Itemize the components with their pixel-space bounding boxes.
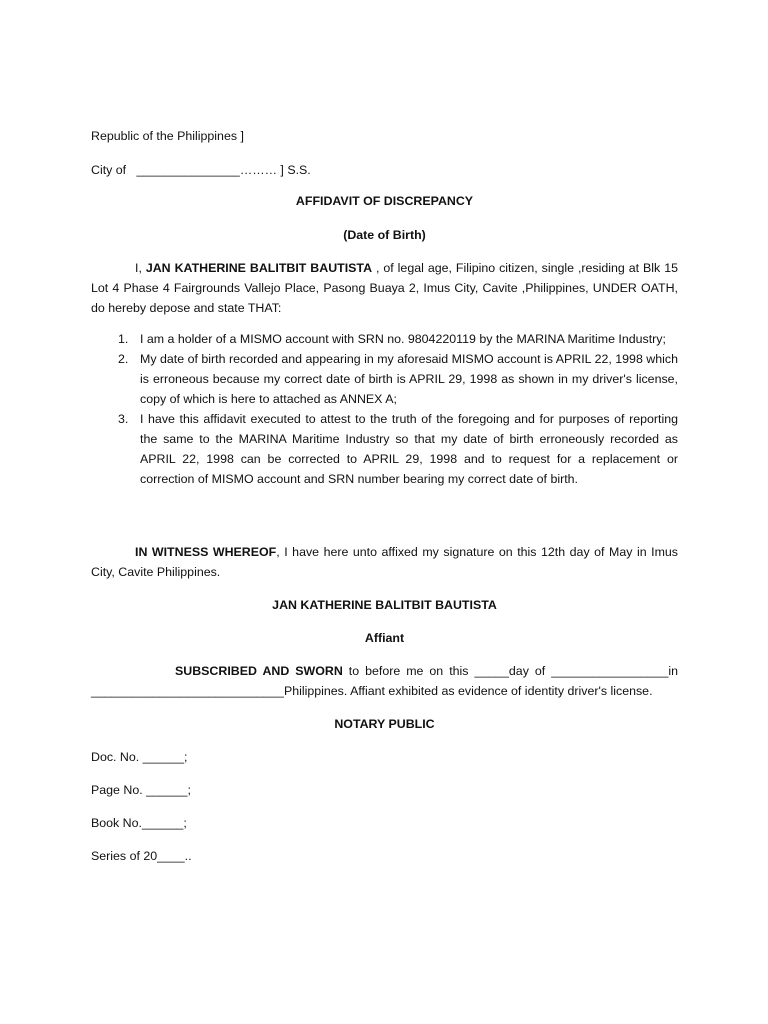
subscribed-paragraph	[91, 661, 678, 701]
witness-text: , I have here unto affixed my signature on this 12th day of May in Imus City, Cavite Philippines.	[91, 545, 678, 579]
republic-line: Republic of the Philippines ]	[91, 129, 244, 143]
subscribed-lead: SUBSCRIBED AND SWORN	[175, 664, 343, 678]
item-number: 1.	[118, 332, 129, 346]
document-subtitle: (Date of Birth)	[343, 228, 426, 242]
city-line	[91, 160, 311, 180]
list-item	[91, 409, 678, 489]
series: Series of 20____..	[91, 849, 192, 863]
intro-pronoun: I,	[135, 261, 146, 275]
affiant-label: Affiant	[364, 631, 405, 645]
item-number: 2.	[118, 352, 129, 366]
witness-paragraph	[91, 542, 678, 582]
item-text: I am a holder of a MISMO account with SRN no. 9804220119 by the MARINA Maritime Industry;	[140, 332, 666, 346]
intro-name: JAN KATHERINE BALITBIT BAUTISTA	[145, 261, 373, 275]
doc-no: Doc. No. ______;	[91, 750, 188, 764]
document-title: AFFIDAVIT OF DISCREPANCY	[295, 194, 474, 208]
intro-paragraph	[91, 258, 678, 318]
intro-text: , of legal age, Filipino citizen, single ,residing at Blk 15 Lot 4 Phase 4 Fairgrounds Vallejo Place, Pasong Buaya 2, Imus City, Cavite ,Philippines, UNDER OATH, do hereby depose and state THAT:	[91, 261, 678, 315]
page-no: Page No. ______;	[91, 783, 191, 797]
book-no: Book No.______;	[91, 816, 187, 830]
subscribed-text: to before me on this _____day of _________________in ____________________________Philippines. Affiant exhibited as evidence of identity driver's license.	[91, 664, 678, 698]
city-prefix: City of	[91, 163, 127, 177]
city-blank: _______________……… ] S.S.	[136, 163, 311, 177]
list-item	[91, 329, 678, 349]
affiant-name: JAN KATHERINE BALITBIT BAUTISTA	[272, 598, 497, 612]
item-text: My date of birth recorded and appearing in my aforesaid MISMO account is APRIL 22, 1998 which is erroneous because my correct date of birth is APRIL 29, 1998 as shown in my driver's license, copy of which is here to attached as ANNEX A;	[140, 352, 678, 406]
item-number: 3.	[118, 412, 129, 426]
notary-public: NOTARY PUBLIC	[334, 717, 435, 731]
item-text: I have this affidavit executed to attest to the truth of the foregoing and for purposes of reporting the same to the MARINA Maritime Industry so that my date of birth erroneously recorded as APRIL 22, 1998 can be corrected to APRIL 29, 1998 and to request for a replacement or correction of MISMO account and SRN number bearing my correct date of birth.	[140, 412, 678, 486]
list-item	[91, 349, 678, 409]
witness-lead: IN WITNESS WHEREOF	[135, 545, 277, 559]
statement-list	[91, 329, 678, 489]
